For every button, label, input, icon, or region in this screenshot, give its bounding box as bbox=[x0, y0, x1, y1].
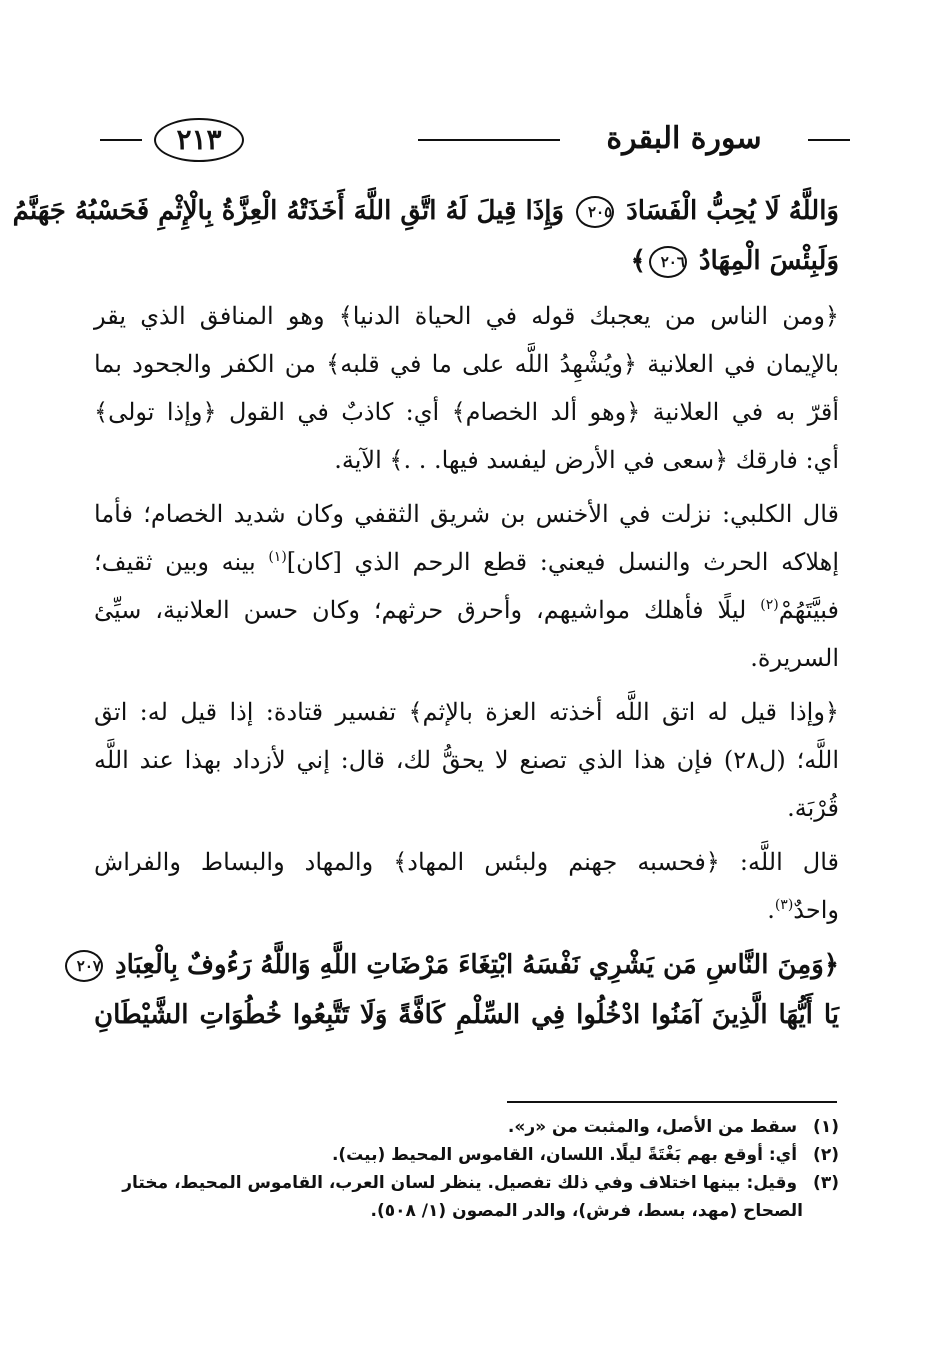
footnote-ref: (١) bbox=[268, 549, 287, 565]
verse-text: وَإِذَا قِيلَ لَهُ اتَّقِ اللَّهَ أَخَذَتْهُ الْعِزَّةُ بِالْإِثْمِ فَحَسْبُهُ جَهَنَّمُ bbox=[12, 196, 565, 226]
footnote-text: وقيل: بينها اختلاف وفي ذلك تفصيل. ينظر لسان العرب، القاموس المحيط، مختار bbox=[122, 1173, 798, 1193]
commentary-line: أي: فارقك ﴿سعى في الأرض ليفسد فيها. . .﴾ الآية. bbox=[334, 446, 839, 474]
verse-text: وَلَبِئْسَ الْمِهَادُ bbox=[698, 246, 839, 276]
commentary-line: ﴿ومن الناس من يعجبك قوله في الحياة الدنيا﴾ وهو المنافق الذي يقر bbox=[94, 302, 839, 330]
footnote-ref: (٢) bbox=[760, 597, 779, 613]
closing-bracket: ﴾ bbox=[630, 246, 646, 276]
verse-line bbox=[76, 940, 839, 990]
commentary-line: قال اللَّه: ﴿فحسبه جهنم ولبئس المهاد﴾ والمهاد والبساط والفراش bbox=[94, 848, 839, 876]
footnote-text: أي: أوقع بهم بَغْتَةً ليلًا. اللسان، القاموس المحيط (بيت). bbox=[331, 1145, 798, 1165]
commentary-line: اللَّه؛ (ل٢٨) فإن هذا الذي تصنع لا يحقُّ لك، قال: إني لأزداد بهذا عند اللَّه bbox=[94, 746, 839, 774]
footnote bbox=[94, 1169, 839, 1197]
commentary-line: ﴿وإذا قيل له اتق اللَّه أخذته العزة بالإثم﴾ تفسير قتادة: إذا قيل له: اتق bbox=[94, 698, 839, 726]
commentary-line bbox=[94, 586, 839, 634]
commentary-text: إهلاكه الحرث والنسل فيعني: قطع الرحم الذي [كان] bbox=[286, 548, 840, 576]
commentary-line: قُرْبَة. bbox=[787, 794, 839, 822]
commentary-line: السريرة. bbox=[750, 644, 839, 672]
commentary-line: أقرّ به في العلانية ﴿وهو ألد الخصام﴾ أي: كاذبٌ في القول ﴿وإذا تولى﴾ bbox=[94, 398, 839, 426]
footnote-text: سقط من الأصل، والمثبت من «ر». bbox=[507, 1117, 798, 1137]
page-header bbox=[100, 112, 850, 166]
footnote-ref: (٣) bbox=[774, 897, 794, 913]
footnote bbox=[94, 1113, 839, 1141]
footnote-continuation: الصحاح (مهد، بسط، فرش)، والدر المصون (١/ ٥٠٨). bbox=[370, 1201, 803, 1221]
ayah-number-marker: ٢٠٧ bbox=[65, 950, 103, 982]
commentary-text: . bbox=[767, 896, 775, 924]
footnote bbox=[94, 1141, 839, 1169]
footnote-number: (٣) bbox=[813, 1173, 839, 1193]
page-number: ٢١٣ bbox=[154, 118, 244, 162]
ayah-number-marker: ٢٠٦ bbox=[649, 246, 687, 278]
verse-line bbox=[12, 186, 839, 236]
commentary-text: ليلًا فأهلك مواشيهم، وأحرق حرثهم؛ وكان حسن العلانية، سيِّئ bbox=[94, 596, 747, 624]
header-rule-middle bbox=[418, 139, 560, 141]
commentary-text: واحدٌ bbox=[793, 896, 839, 924]
verse-line bbox=[94, 236, 839, 286]
commentary-line bbox=[94, 886, 839, 934]
commentary-text: بينه وبين ثقيف؛ bbox=[94, 548, 256, 576]
footnotes bbox=[94, 1113, 839, 1225]
header-rule-left bbox=[100, 139, 142, 141]
commentary-text: فبيَّتَهُمْ bbox=[778, 596, 839, 624]
header-rule-right bbox=[808, 139, 850, 141]
footnote-number: (١) bbox=[813, 1117, 839, 1137]
verse-line bbox=[94, 990, 839, 1040]
commentary-line bbox=[94, 538, 839, 586]
page-body bbox=[12, 186, 840, 1040]
commentary-line: بالإيمان في العلانية ﴿ويُشْهِدُ اللَّه على ما في قلبه﴾ من الكفر والجحود بما bbox=[94, 350, 839, 378]
verse-text: وَمِنَ النَّاسِ مَن يَشْرِي نَفْسَهُ ابْتِغَاءَ مَرْضَاتِ اللَّهِ وَاللَّهُ رَءُوفٌ بِالْعِبَادِ bbox=[115, 950, 824, 980]
verse-text: وَاللَّهُ لَا يُحِبُّ الْفَسَادَ bbox=[626, 196, 839, 226]
verse-text: يَا أَيُّهَا الَّذِينَ آمَنُوا ادْخُلُوا فِي السِّلْمِ كَافَّةً وَلَا تَتَّبِعُوا خُطُوَاتِ الشَّيْطَانِ bbox=[94, 1000, 839, 1030]
footnote-separator bbox=[507, 1101, 837, 1103]
opening-bracket: ﴿ bbox=[823, 950, 839, 980]
surah-title: سورة البقرة bbox=[606, 121, 762, 156]
footnote-number: (٢) bbox=[813, 1145, 839, 1165]
commentary-line: قال الكلبي: نزلت في الأخنس بن شريق الثقفي وكان شديد الخصام؛ فأما bbox=[94, 500, 839, 528]
ayah-number-marker: ٢٠٥ bbox=[576, 196, 614, 228]
